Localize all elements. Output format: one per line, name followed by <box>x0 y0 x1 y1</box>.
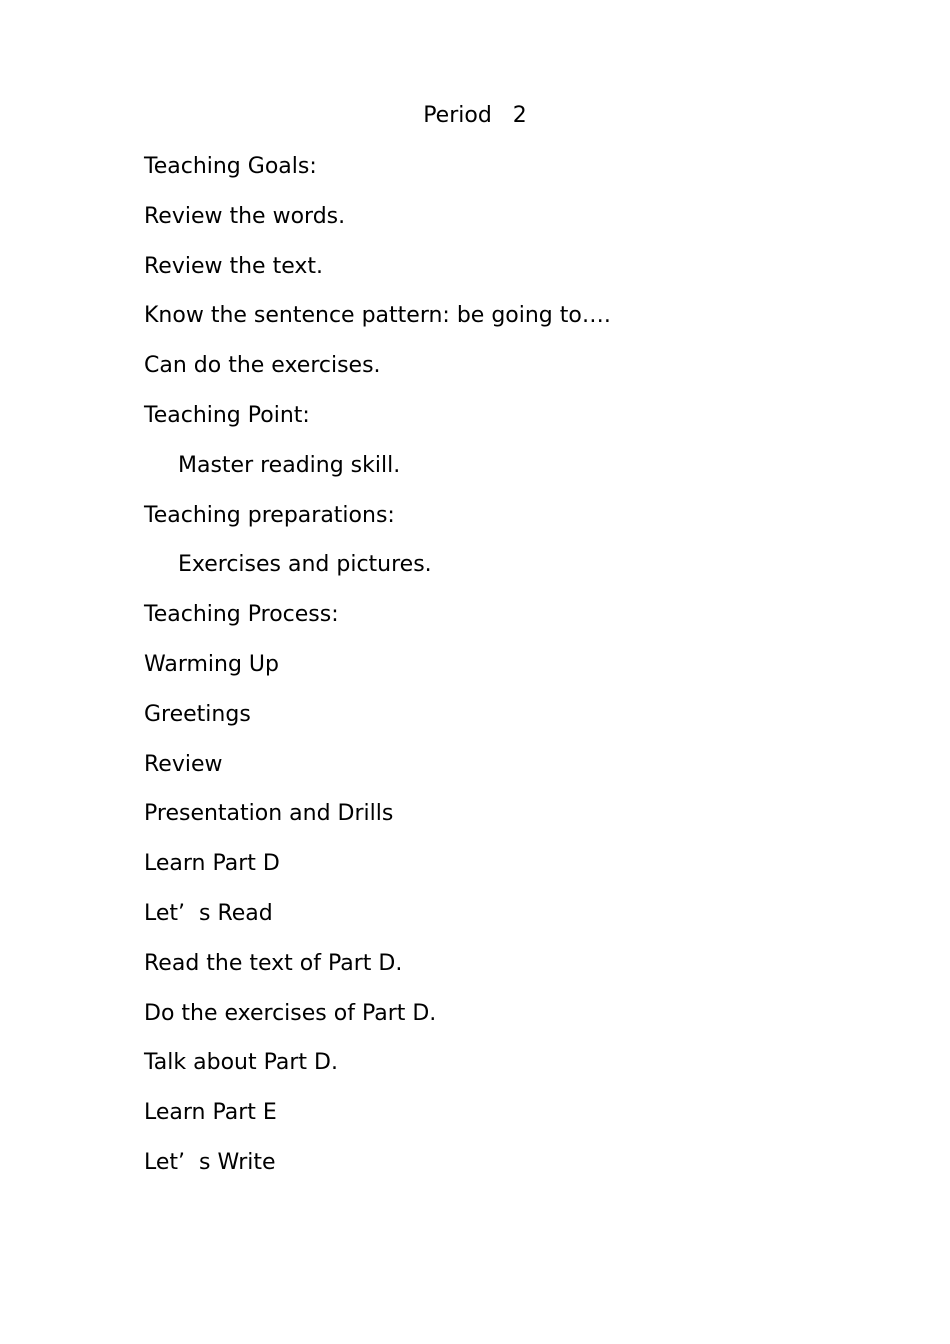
line-exercises-and-pictures: Exercises and pictures. <box>178 552 432 578</box>
line-sentence-pattern: Know the sentence pattern: be going to…. <box>144 303 611 329</box>
page-title: Period 2 <box>423 103 527 128</box>
line-warming-up: Warming Up <box>144 651 279 677</box>
line-read-text-part-d: Read the text of Part D. <box>144 950 403 976</box>
line-lets-write: Let’ s Write <box>144 1149 276 1175</box>
line-teaching-goals-heading: Teaching Goals: <box>144 154 317 179</box>
line-greetings: Greetings <box>144 701 251 727</box>
document-body <box>144 149 844 1195</box>
line-master-reading-skill: Master reading skill. <box>178 452 401 478</box>
line-teaching-process-heading: Teaching Process: <box>144 602 339 628</box>
line-learn-part-d: Learn Part D <box>144 851 280 877</box>
line-lets-read: Let’ s Read <box>144 900 273 926</box>
line-review: Review <box>144 751 223 777</box>
line-talk-about-part-d: Talk about Part D. <box>144 1050 338 1076</box>
line-can-do-exercises: Can do the exercises. <box>144 353 381 379</box>
line-review-words: Review the words. <box>144 203 346 229</box>
line-review-text: Review the text. <box>144 253 323 279</box>
line-presentation-and-drills: Presentation and Drills <box>144 801 394 827</box>
line-do-exercises-part-d: Do the exercises of Part D. <box>144 1000 437 1026</box>
line-learn-part-e: Learn Part E <box>144 1100 277 1126</box>
line-teaching-preparations-heading: Teaching preparations: <box>144 502 395 528</box>
line-teaching-point-heading: Teaching Point: <box>144 402 310 428</box>
